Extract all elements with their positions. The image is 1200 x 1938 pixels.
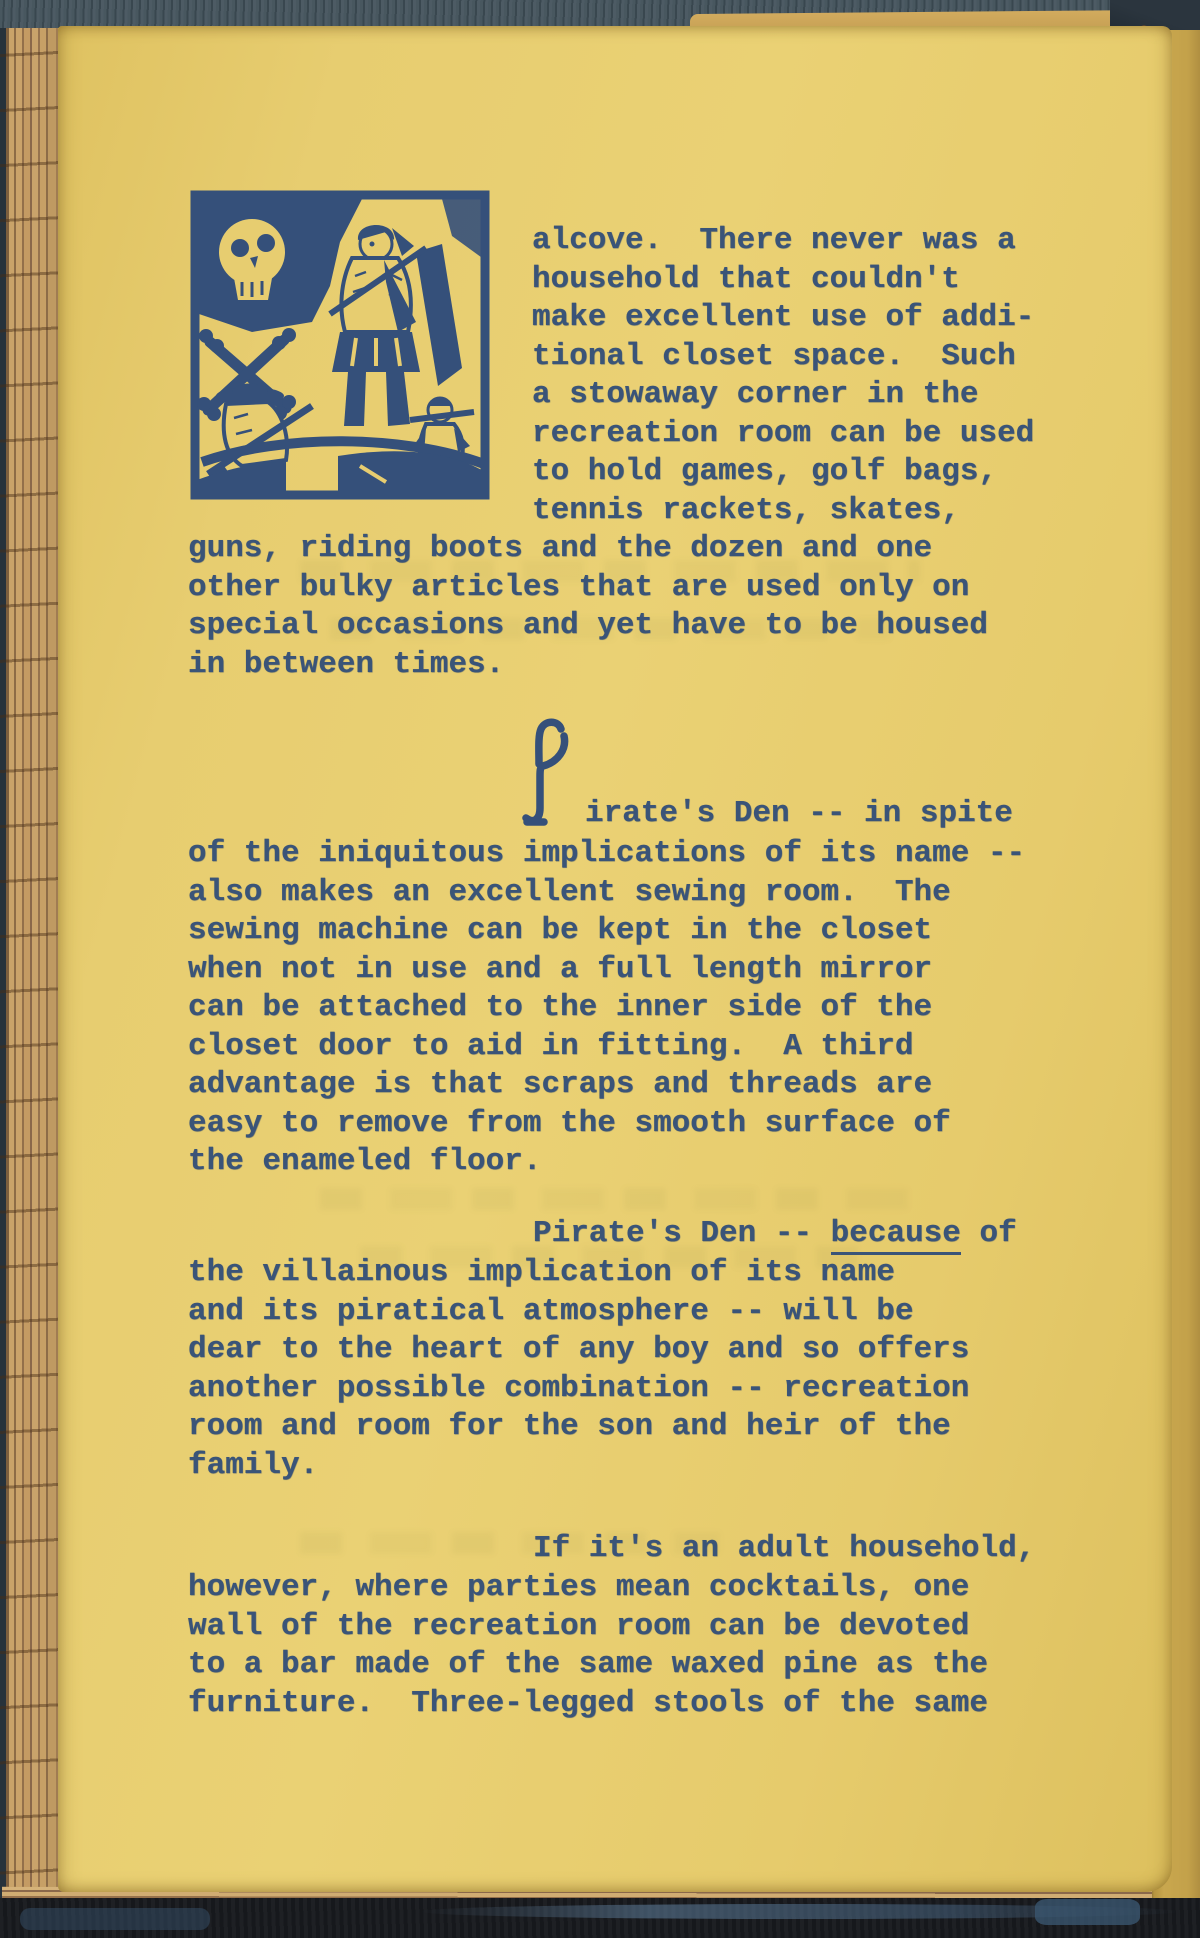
paragraph-4-first-line xyxy=(533,1530,1035,1569)
text-line: special occasions and yet have to be housed xyxy=(188,608,988,643)
text-line: easy to remove from the smooth surface of xyxy=(188,1105,951,1141)
text-line: closet door to aid in fitting. A third xyxy=(188,1028,914,1064)
text-segment: Pirate's Den -- xyxy=(533,1216,831,1251)
text-line: recreation room can be used xyxy=(532,415,1035,451)
paragraph-3-body xyxy=(188,1254,969,1485)
text-line: when not in use and a full length mirror xyxy=(188,951,933,987)
paragraph-2-body xyxy=(188,835,1025,1182)
text-line: guns, riding boots and the dozen and one xyxy=(188,531,933,566)
show-through xyxy=(320,1188,920,1210)
text-line: also makes an excellent sewing room. The xyxy=(188,874,951,910)
text-line: If it's an adult household, xyxy=(533,1531,1036,1566)
text-line: family. xyxy=(188,1447,319,1483)
text-line: to a bar made of the same waxed pine as the xyxy=(188,1647,988,1682)
text-line: wall of the recreation room can be devoted xyxy=(188,1608,970,1644)
text-line: household that couldn't xyxy=(532,261,960,297)
text-line: other bulky articles that are used only on xyxy=(188,569,970,605)
text-line: advantage is that scraps and threads are xyxy=(188,1067,933,1102)
text-line: and its piratical atmosphere -- will be xyxy=(188,1293,914,1329)
paragraph-3-first-line xyxy=(533,1215,1017,1254)
drop-cap-p xyxy=(514,716,578,836)
text-line: in between times. xyxy=(188,646,505,682)
text-line: to hold games, golf bags, xyxy=(532,454,998,489)
text-line: tennis rackets, skates, xyxy=(532,492,960,528)
text-line: irate's Den -- in spite xyxy=(585,796,1013,831)
text-line: a stowaway corner in the xyxy=(532,377,979,412)
text-line: furniture. Three-legged stools of the same xyxy=(188,1685,988,1721)
text-line: alcove. There never was a xyxy=(532,223,1016,258)
text-line: however, where parties mean cocktails, one xyxy=(188,1570,970,1605)
text-line xyxy=(533,1215,1017,1254)
text-line: another possible combination -- recreation xyxy=(188,1370,970,1406)
paragraph-1-column xyxy=(532,222,1034,530)
text-line: the villainous implication of its name xyxy=(188,1255,895,1290)
text-segment: of xyxy=(960,1216,1017,1251)
paragraph-1-full xyxy=(188,530,988,684)
cover-patch xyxy=(1035,1899,1140,1925)
text-line: of the iniquitous implications of its name -- xyxy=(188,836,1026,871)
text-line: make excellent use of addi- xyxy=(532,300,1035,335)
pirate-woodcut-illustration xyxy=(190,190,490,500)
paragraph-4-body xyxy=(188,1569,988,1723)
page-edge-stack-left xyxy=(0,28,64,1908)
underlined-word: because xyxy=(831,1216,961,1255)
text-line: room and room for the son and heir of the xyxy=(188,1409,951,1444)
text-line: the enameled floor. xyxy=(188,1144,542,1179)
text-line: can be attached to the inner side of the xyxy=(188,990,933,1025)
text-line: tional closet space. Such xyxy=(532,338,1016,374)
paragraph-2-first-line xyxy=(585,795,1013,834)
text-line: dear to the heart of any boy and so offers xyxy=(188,1332,970,1367)
text-line: sewing machine can be kept in the closet xyxy=(188,913,933,948)
cover-patch xyxy=(20,1908,210,1930)
